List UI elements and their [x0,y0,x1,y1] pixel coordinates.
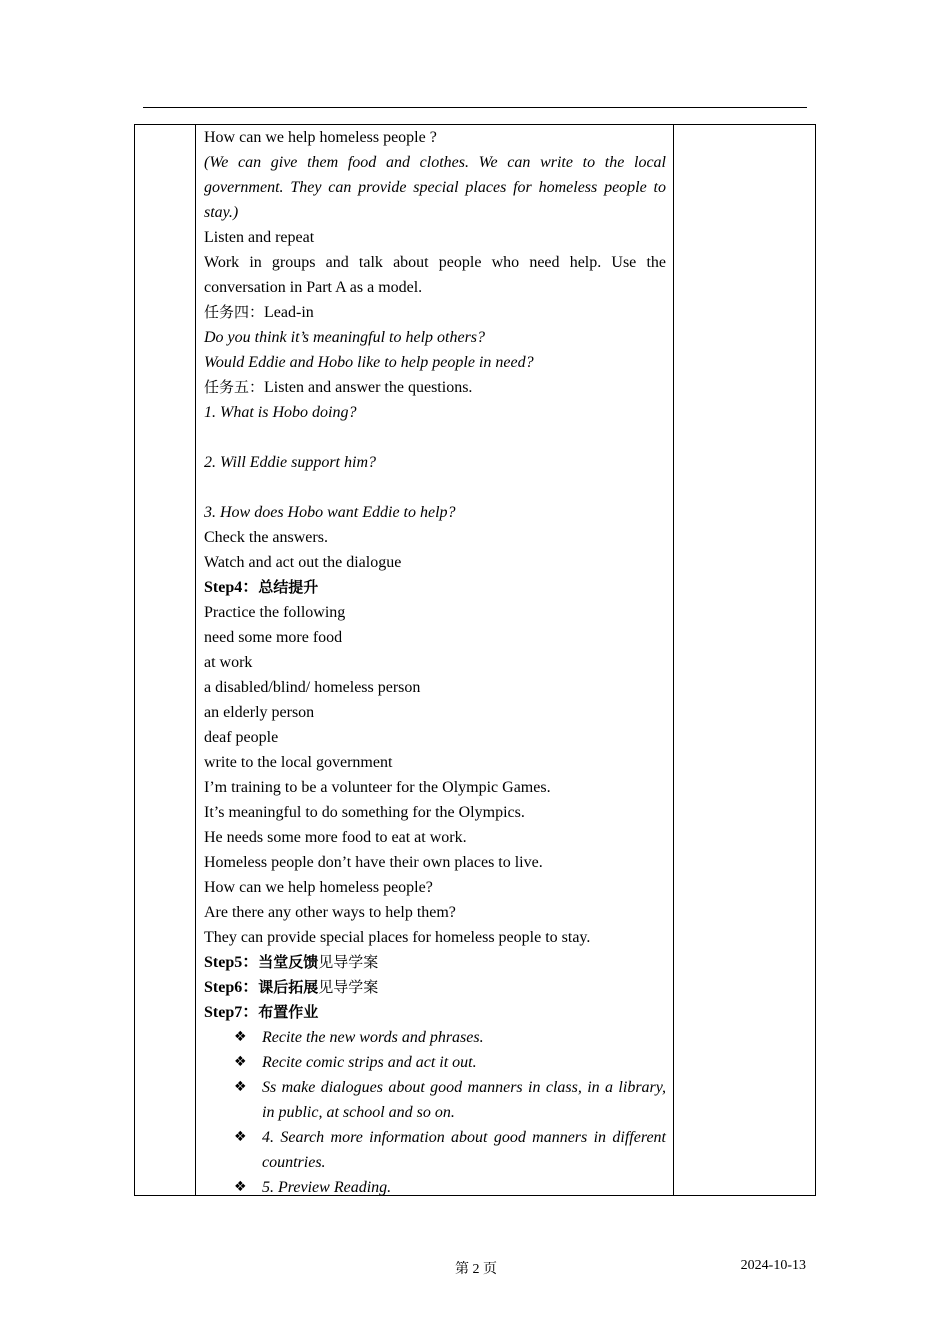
step7-label: Step7： [204,1004,259,1021]
question-1: 1. What is Hobo doing? [204,404,357,421]
phrase-item: How can we help homeless people? [204,879,433,896]
task5-text: Listen and answer the questions. [264,379,473,396]
phrase-item: a disabled/blind/ homeless person [204,679,421,696]
task5-line [204,375,666,400]
homework-item [204,1025,666,1050]
page-number [455,1258,497,1278]
step6-heading [204,975,666,1000]
diamond-bullet-icon: ❖ [234,1054,247,1070]
step4-label: Step4： [204,579,259,596]
step6-label: Step6： [204,979,259,996]
table-right-column [673,125,815,1195]
homework-item [204,1050,666,1075]
question-help-homeless: How can we help homeless people ? [204,129,437,146]
check-answers: Check the answers. [204,529,328,546]
watch-act: Watch and act out the dialogue [204,554,402,571]
step4-title: 总结提升 [258,578,319,596]
step5-title: 当堂反馈 [258,953,319,971]
homework-text: Ss make dialogues about good manners in class, in a library, in public, at school and so on. [262,1079,666,1121]
question-meaningful: Do you think it’s meaningful to help others? [204,329,486,346]
step7-title: 布置作业 [258,1003,319,1021]
phrase-item: I’m training to be a volunteer for the Olympic Games. [204,779,551,796]
phrase-item: Practice the following [204,604,346,621]
homework-text: Recite the new words and phrases. [262,1029,484,1046]
page-suffix: 页 [483,1261,497,1277]
page-prefix: 第 [455,1261,469,1277]
task4-label: 任务四： [204,303,265,321]
table-left-column [135,125,196,1195]
task4-text: Lead-in [264,304,314,321]
phrase-item: at work [204,654,253,671]
step5-heading [204,950,666,975]
step6-title: 课后拓展 [258,978,319,996]
homework-text: 5. Preview Reading. [262,1179,392,1196]
header-rule [143,107,807,108]
question-3: 3. How does Hobo want Eddie to help? [204,504,456,521]
answer-help-homeless: (We can give them food and clothes. We can write to the local government. They can provide special places for homeless people to stay.) [204,154,666,221]
phrase-item: need some more food [204,629,343,646]
step4-heading [204,575,666,600]
phrase-item: It’s meaningful to do something for the Olympics. [204,804,525,821]
answer-space-1 [204,425,666,450]
question-eddie-hobo: Would Eddie and Hobo like to help people in need? [204,354,534,371]
footer-date: 2024-10-13 [740,1258,806,1273]
diamond-bullet-icon: ❖ [234,1029,247,1045]
diamond-bullet-icon: ❖ [234,1179,247,1195]
phrase-item: write to the local government [204,754,393,771]
step6-note: 见导学案 [318,978,379,996]
diamond-bullet-icon: ❖ [234,1129,247,1145]
task4-line [204,300,666,325]
group-work-instruction: Work in groups and talk about people who need help. Use the conversation in Part A as a model. [204,254,666,296]
homework-item [204,1075,666,1125]
phrase-item: He needs some more food to eat at work. [204,829,467,846]
homework-text: 4. Search more information about good manners in different countries. [262,1129,666,1171]
listen-repeat: Listen and repeat [204,229,315,246]
page-number-value: 2 [472,1262,480,1277]
homework-item [204,1175,666,1200]
lesson-table [134,124,816,1196]
phrase-item: an elderly person [204,704,315,721]
phrase-item: Homeless people don’t have their own places to live. [204,854,543,871]
step7-heading [204,1000,666,1025]
step5-note: 见导学案 [318,953,379,971]
answer-space-2 [204,475,666,500]
diamond-bullet-icon: ❖ [234,1079,247,1095]
phrase-item: Are there any other ways to help them? [204,904,456,921]
question-2: 2. Will Eddie support him? [204,454,376,471]
step5-label: Step5： [204,954,259,971]
homework-text: Recite comic strips and act it out. [262,1054,477,1071]
task5-label: 任务五： [204,378,265,396]
phrase-item: deaf people [204,729,279,746]
lesson-content-cell [204,125,666,1200]
homework-item [204,1125,666,1175]
phrase-item: They can provide special places for homeless people to stay. [204,929,591,946]
